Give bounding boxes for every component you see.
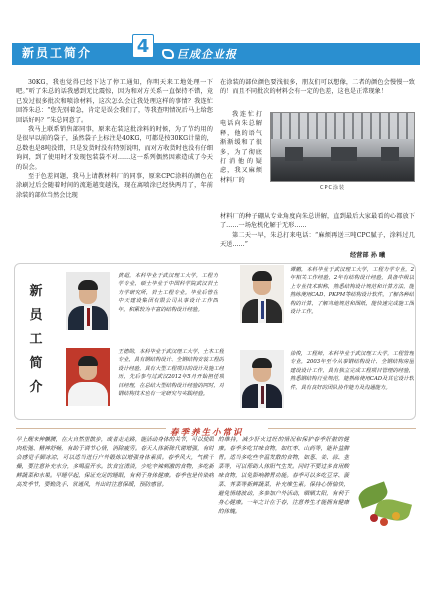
article-paragraph: 我连忙打电话向朱总解释，他的语气渐渐缓和了很多，为了彻底打消他的疑虑，我又麻烦材料厂的 (220, 111, 262, 184)
photo-machine (285, 147, 303, 161)
staff-photo (66, 272, 110, 330)
article-right-top (220, 78, 415, 110)
title-char: 工 (29, 332, 43, 347)
staff-section-title (26, 280, 46, 400)
logo-icon (162, 49, 174, 59)
food-illustration (352, 480, 414, 532)
tips-left-column: 早上醒来伸懒腰，在大自然里散步，或者走走路，能活动身体的关节，可以使肌肉松弛、精神舒畅，有助于调节心情，消除疲劳。春天人体新陈代谢增强，有时会感觉手脚冰凉，可以适当进行户外锻炼以增强身体素质。春季风大，气候干燥，要注意补充水分，多喝温开水。饮食宜清淡，少吃辛辣刺激的食物，多吃新鲜蔬菜和水果。早睡早起，保证充足的睡眠，有利于身体健康。春季也是传染病高发季节，要勤洗手、常通风，外出时注意保暖，预防感冒。 (16, 437, 214, 488)
staff-bio: 黄超，本科毕业于武汉理工大学，工程力学专业，硕士毕业于中国科学院武汉岩土力学研究所，岩土工程专业。毕业后曾在中天建设集团有限公司从事设计工作四年，积累较为丰富的结构设计经验。 (118, 273, 218, 313)
tips-divider-right (268, 428, 416, 429)
page-header (0, 0, 430, 70)
tips-title: 春季养生小常识 (170, 428, 244, 438)
tips-divider-left (16, 428, 166, 429)
article-signature: 经营部 孙 曦 (350, 252, 386, 259)
article-paragraph: 至于色差问题，我马上请教材料厂的同事，原来CPC涂料的颜色在涂刷过后会随着时间的流逝越变越浅，现在离喷涂已经快两月了，年前涂装的部位当然会比现 (16, 173, 213, 199)
article-right-bottom (220, 212, 415, 258)
title-char: 介 (29, 380, 43, 395)
article-left-column (16, 78, 213, 256)
tips-right-text: 的维持，减少肝火过旺的情况和保护春季肝脏的健康。春季多吃甘味食物，如红枣、山药等，能补益脾胃。适当多吃些辛温发散的食物，如葱、姜、蒜、韭菜等，可以帮助人体阳气生发。同时不要过多食用酸味食物，以免影响脾胃功能。春季可以多吃豆芽、菠菜、荠菜等新鲜蔬菜，补充维生素。保持心情愉快，避免情绪波动，多参加户外活动，晒晒太阳，有利于身心健康。一年之计在于春，注意养生才能拥有健康的体魄。 (218, 437, 349, 515)
staff-bio: 谭鹏，本科毕业于武汉理工大学，工程力学专业，2年相关工作经验，2年有结构设计经验，具备中级以上专业技术职称，熟悉结构设计规范和计算方法，能熟练使用CAD、PKPM等结构设计软件。了解各种结构的计算，了解当地规范和图纸，能快速完成施工图设计工作。 (290, 267, 414, 316)
staff-photo (66, 348, 110, 406)
article-paragraph: 在涂装的部位颜色要浅很多，朋友们可以想像，二者的颜色会慢慢一致的！而且不同批次的材料会有一定的色差，这也是正常现象！ (220, 79, 415, 96)
title-char: 新 (29, 284, 43, 299)
staff-bio: 王德勋，本科毕业于武汉理工大学，土木工程专业，具有钢结构设计、全钢结构安装工程的设计经验，具有大型工程项目的设计及施工经历，先后参与过武汉2012年5月开始担任项目经理，在总结大型结构设计经验的同时，对钢结构技术也有一定研究与实践经验。 (118, 349, 224, 398)
photo-machine (381, 147, 399, 161)
photo-roof-beams (271, 113, 414, 139)
article-paragraph: 材料厂的种子硼从专业角度向朱总讲解，直到最后大家最看的心都放下了……一场危机化解于无形…… (220, 213, 415, 230)
page-number: 4 (132, 34, 154, 58)
newspaper-logo (162, 46, 237, 62)
article-paragraph: 30KG，我也觉得已经下达了停工通知，你明天来工地处理一下吧。”听了朱总的话我感到无比震惊，因为和对方关系一直保持不错，竟已发过很多批次和喷涂材料，这次怎么会让我处理这样的事情？我连忙回答朱总：“您先别着急，肯定是误会我们了，等我查明情况后马上给您回话好吗？”朱总同意了。 (16, 79, 213, 124)
factory-photo (270, 112, 415, 182)
title-char: 员 (29, 308, 43, 323)
staff-photo (240, 350, 284, 408)
article-paragraph: 第二天一早，朱总打来电话：“麻烦再送三吨CPC腻子，涂料过几天送……” (220, 231, 415, 249)
staff-bio: 徐俊，工程师，本科毕业于武汉理工大学，工程管理专业，2003年至今从事钢结构设计、全钢结构房屋建设设计工作，具有独立完成工程项目管理的经验，熟悉钢结构行业规范，能熟练使用CAD及其它设计软件，具有良好的团队协作能力及沟通能力。 (290, 351, 414, 391)
article-right-narrow (220, 110, 262, 220)
section-title: 新员工简介 (22, 46, 93, 60)
staff-photo (240, 265, 284, 323)
photo-machine (331, 147, 357, 161)
title-char: 简 (29, 356, 43, 371)
photo-caption: CPC涂装 (320, 185, 345, 191)
article-paragraph: 我马上联系销售部同事，原来在装这批涂料的时候，为了节约用的是很早以前的袋子，虽然袋子上标注是40KG，可都是按30KG计量的，总数也是8吨没错，只是发货时没有特别说明，而对方收货时也没有仔细询问，到了使用时才发现包装袋不对……这一系列偶然因素造成了今天的误会。 (16, 126, 213, 171)
logo-text: 巨成企业报 (177, 48, 237, 61)
